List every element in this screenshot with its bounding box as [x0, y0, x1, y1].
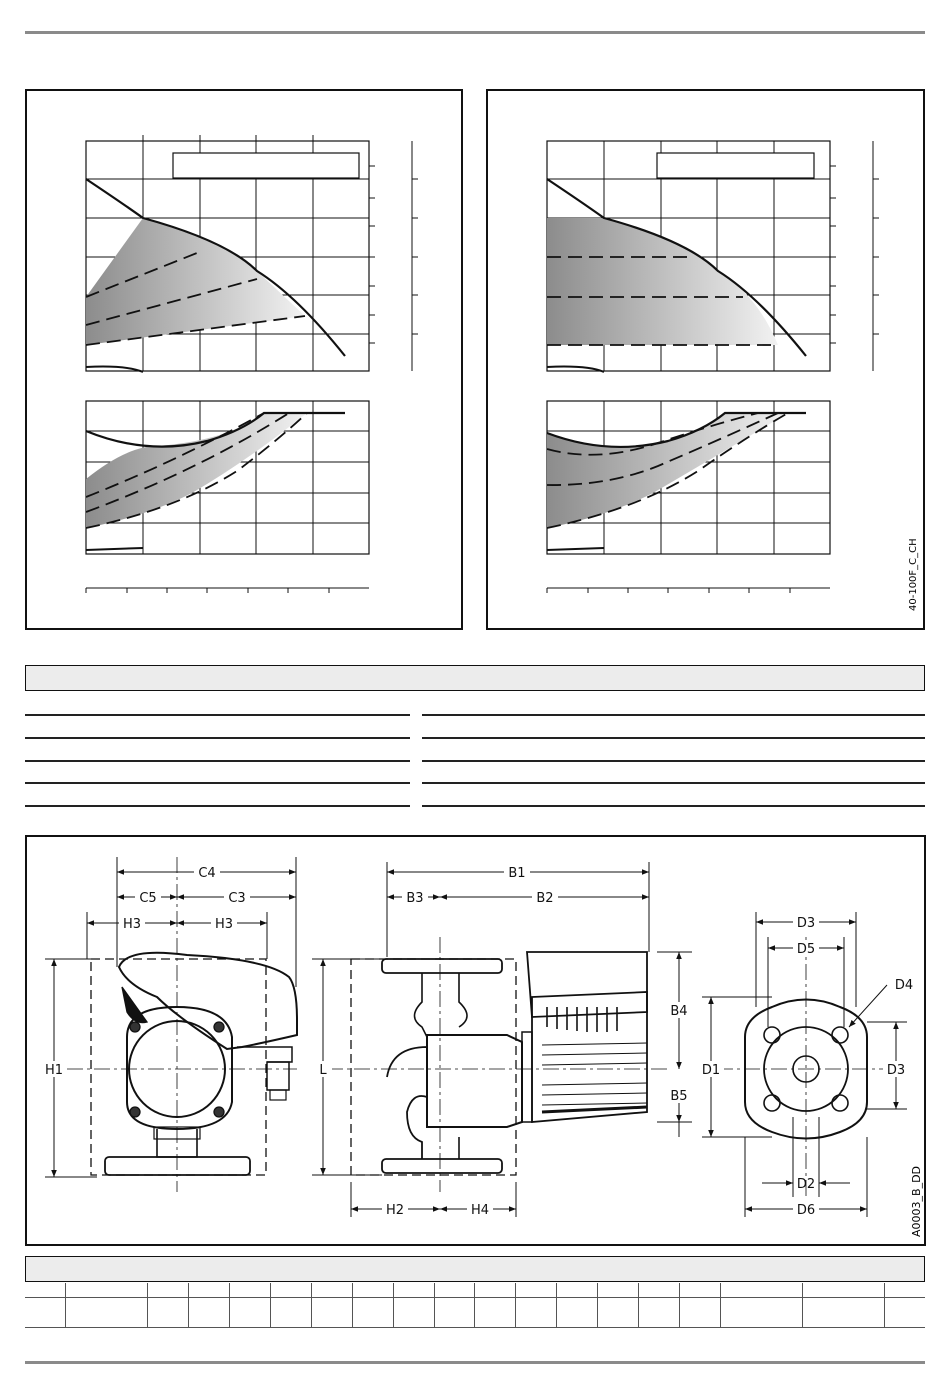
curves-right-svg [488, 91, 927, 632]
flange-dims [702, 912, 907, 1217]
dim-L: L [319, 1063, 327, 1078]
spec-line [422, 805, 925, 807]
dimension-drawing-svg [27, 837, 928, 1248]
dim-H1: H1 [44, 1063, 64, 1078]
dim-B3: B3 [406, 891, 424, 906]
dim-H3-left: H3 [122, 917, 142, 932]
table-row [25, 1283, 925, 1298]
spec-line [422, 737, 925, 739]
power-area [547, 413, 788, 528]
dimension-table [25, 1283, 925, 1328]
dim-D2: D2 [796, 1177, 816, 1192]
legend-box [173, 153, 359, 178]
upper-ticks [830, 166, 879, 343]
table-row [25, 1298, 925, 1328]
power-min [547, 548, 604, 550]
bottom-scale [86, 588, 369, 593]
dim-D3-right: D3 [886, 1063, 906, 1078]
spec-line [422, 714, 925, 716]
spec-line [25, 737, 410, 739]
side-labels [314, 864, 693, 1218]
table-header-bar [25, 1256, 925, 1282]
dim-D3-top: D3 [796, 916, 816, 931]
front-view [67, 857, 297, 1192]
dim-D4: D4 [894, 978, 914, 993]
dim-C3: C3 [228, 891, 246, 906]
dim-C4: C4 [198, 866, 216, 881]
spec-line [25, 714, 410, 716]
spec-line [422, 782, 925, 784]
chart-panel-right [486, 89, 925, 630]
dim-B5: B5 [670, 1089, 688, 1104]
spec-line [422, 760, 925, 762]
spec-line [25, 760, 410, 762]
drawing-code: A0003_B_DD [910, 1165, 923, 1237]
dim-C5: C5 [139, 891, 157, 906]
dim-D6: D6 [796, 1203, 816, 1218]
dim-D1: D1 [701, 1063, 721, 1078]
spec-line [25, 805, 410, 807]
flange-labels [698, 914, 913, 1218]
top-rule [25, 31, 925, 34]
dim-B1: B1 [508, 866, 526, 881]
spec-line [25, 782, 410, 784]
dim-H3-right: H3 [214, 917, 234, 932]
power-area [86, 413, 307, 528]
bottom-rule [25, 1361, 925, 1364]
dimension-drawing-panel [25, 835, 926, 1246]
chart-panel-left [25, 89, 463, 630]
power-min [86, 548, 143, 550]
side-view [327, 937, 667, 1192]
dim-H2: H2 [385, 1203, 405, 1218]
bottom-scale [547, 588, 830, 593]
dim-B4: B4 [670, 1004, 688, 1019]
dim-H4: H4 [470, 1203, 490, 1218]
legend-box [657, 153, 814, 178]
dim-D5: D5 [796, 942, 816, 957]
curves-left-svg [27, 91, 465, 632]
chart-code: 40-100F_C_CH [908, 538, 919, 611]
section-header-bar [25, 665, 925, 691]
dim-B2: B2 [536, 891, 554, 906]
